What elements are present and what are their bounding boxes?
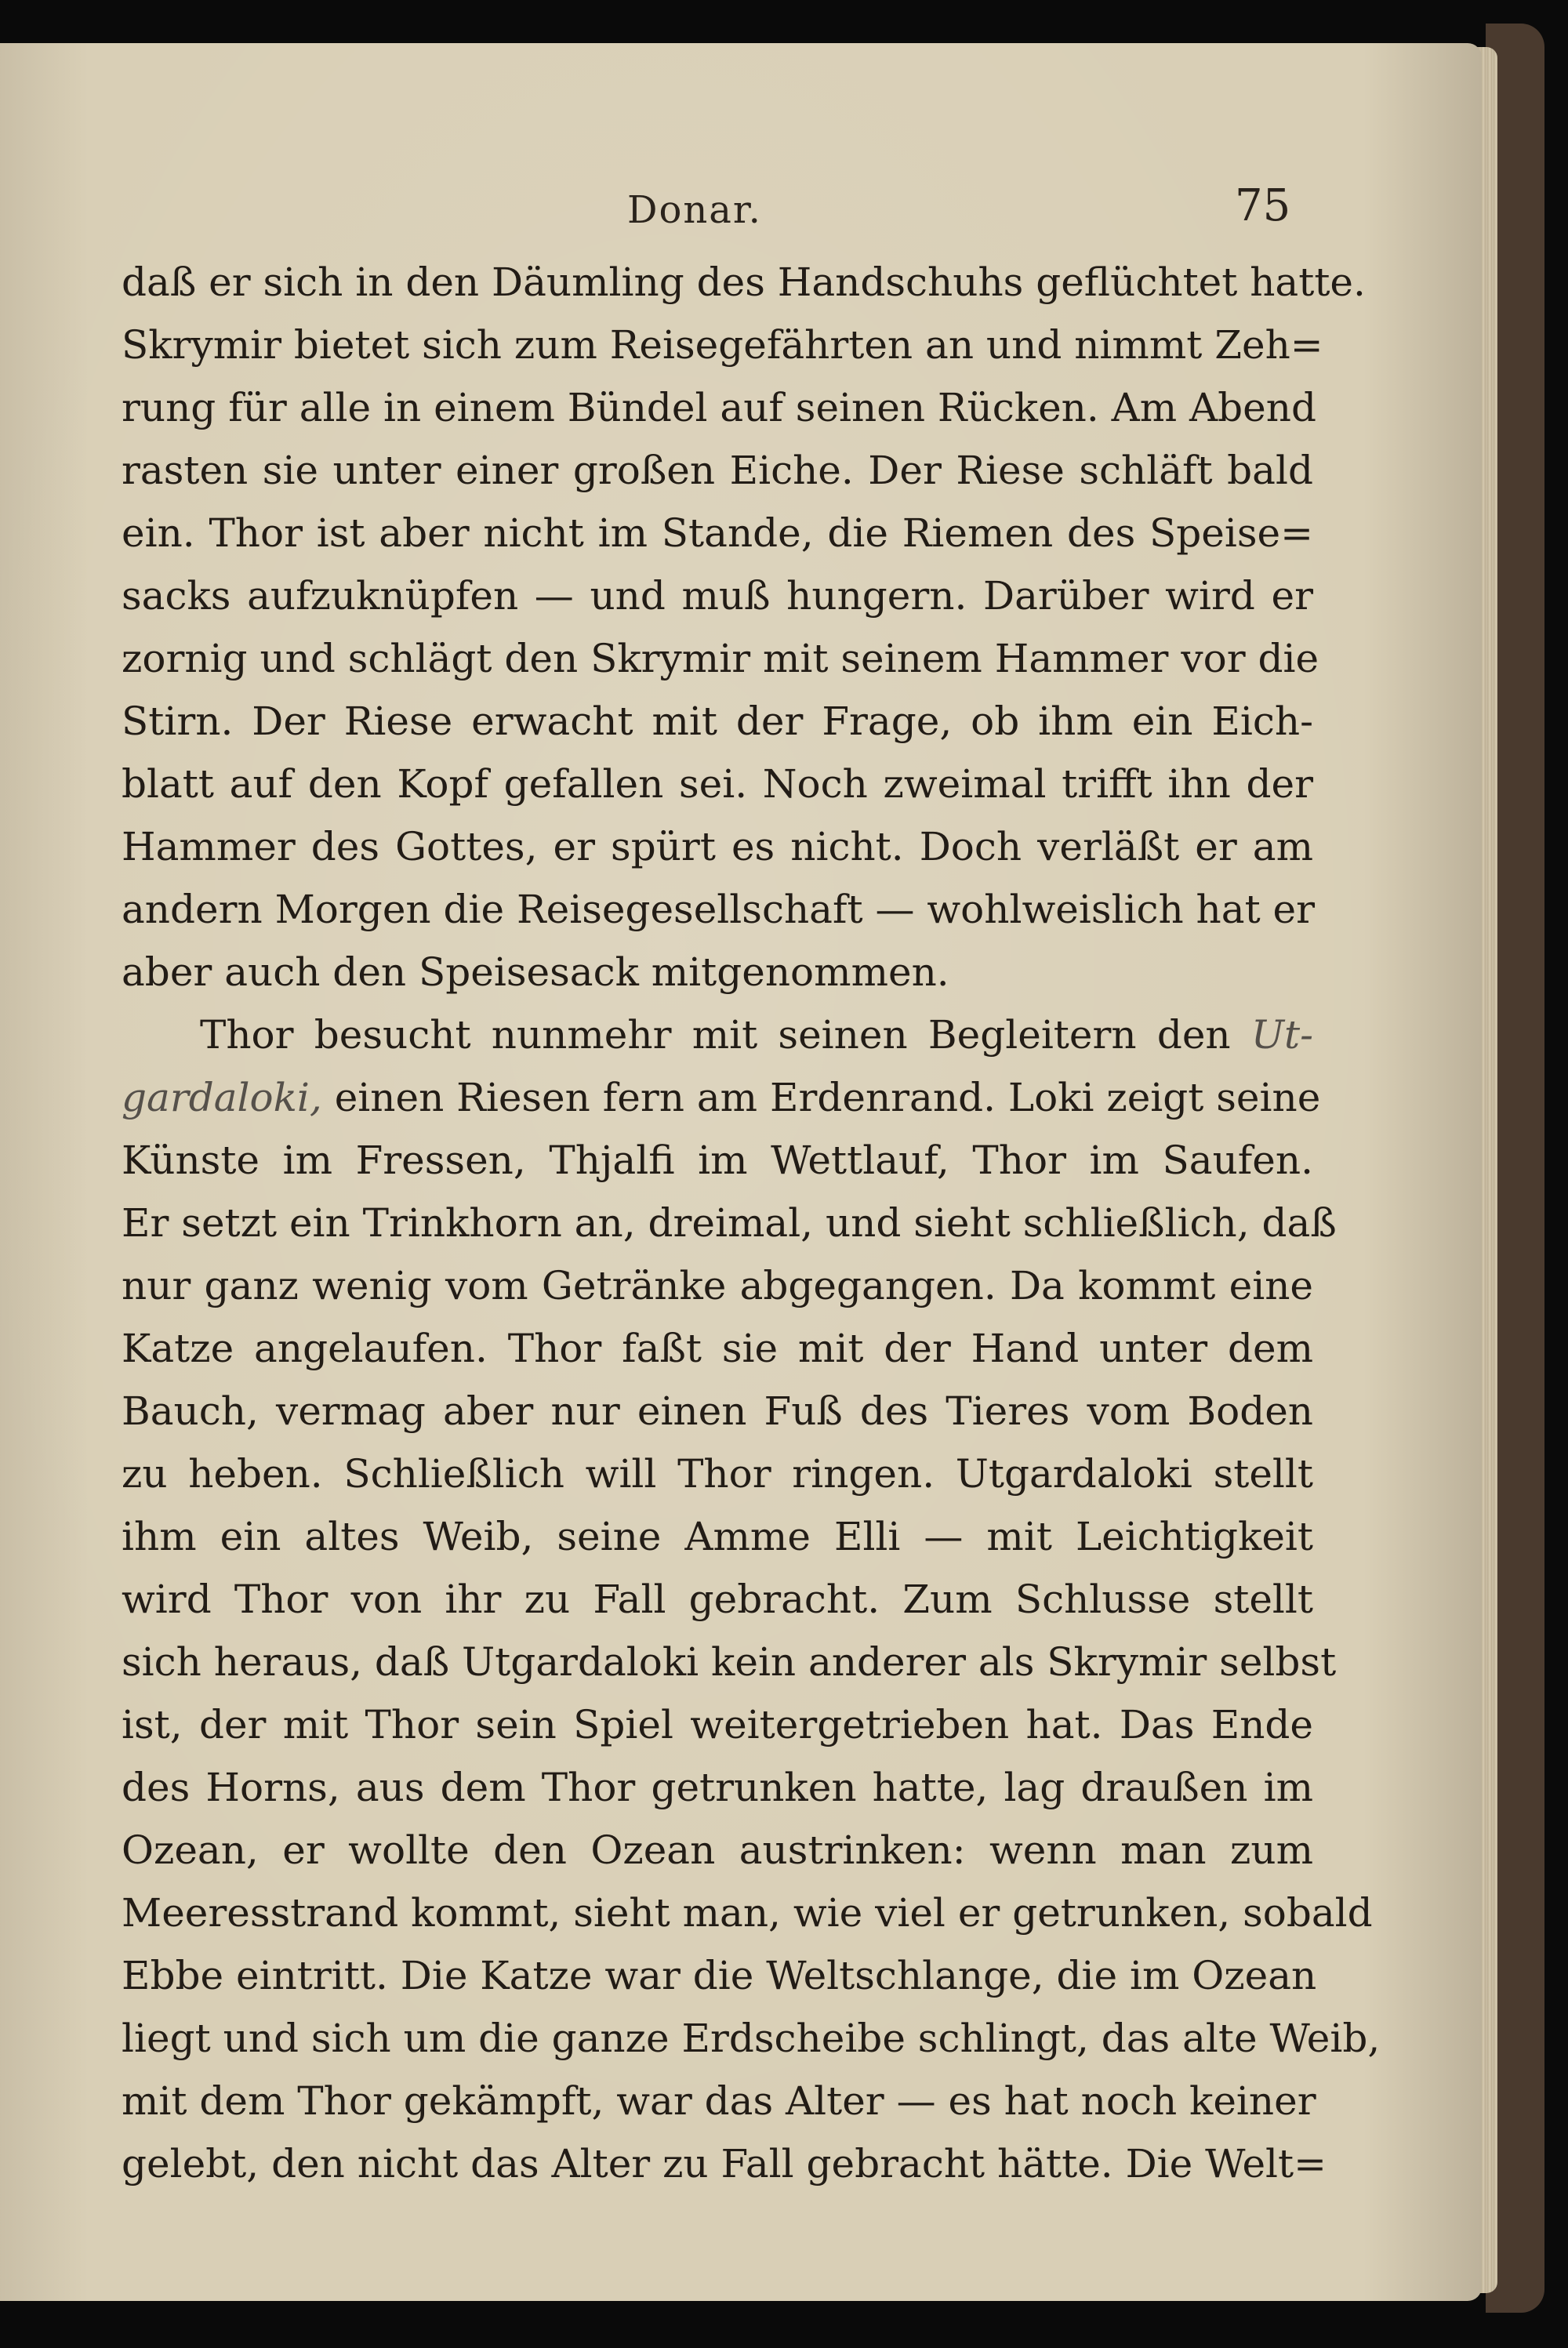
text-line: daß er sich in den Däumling des Handschuhs geflüchtet hatte. (122, 259, 1366, 305)
book-page (0, 43, 1482, 2301)
text-line: aber auch den Speisesack mitgenommen. (122, 949, 949, 995)
text-line: mit dem Thor gekämpft, war das Alter — es hat noch keiner (122, 2078, 1316, 2124)
text-segment: einen Riesen fern am Erdenrand. Loki zeigt seine (321, 1075, 1321, 1120)
text-line: zornig und schlägt den Skrymir mit seinem Hammer vor die (122, 636, 1319, 681)
body-text (122, 251, 1381, 2195)
text-line: rung für alle in einem Bündel auf seinen Rücken. Am Abend (122, 385, 1316, 430)
emphasized-name: Ut- (1250, 1012, 1313, 1058)
text-line: Stirn. Der Riese erwacht mit der Frage, ob ihm ein Eich- (122, 699, 1313, 744)
page-number: 75 (1235, 180, 1291, 231)
text-line: sich heraus, daß Utgardaloki kein anderer als Skrymir selbst (122, 1639, 1337, 1685)
text-line: Er setzt ein Trinkhorn an, dreimal, und sieht schließlich, daß (122, 1200, 1337, 1246)
text-line: Ebbe eintritt. Die Katze war die Weltschlange, die im Ozean (122, 1953, 1317, 1998)
text-line: liegt und sich um die ganze Erdscheibe schlingt, das alte Weib, (122, 2016, 1381, 2061)
text-line: zu heben. Schließlich will Thor ringen. Utgardaloki stellt (122, 1451, 1313, 1497)
text-line: blatt auf den Kopf gefallen sei. Noch zweimal trifft ihn der (122, 761, 1313, 807)
text-line: rasten sie unter einer großen Eiche. Der Riese schläft bald (122, 448, 1313, 493)
text-line (122, 1003, 1313, 1066)
text-line: sacks aufzuknüpfen — und muß hungern. Darüber wird er (122, 573, 1313, 619)
text-line: des Horns, aus dem Thor getrunken hatte, lag draußen im (122, 1765, 1313, 1810)
text-line: gelebt, den nicht das Alter zu Fall gebracht hätte. Die Welt= (122, 2141, 1327, 2187)
text-line (122, 1066, 1321, 1129)
text-line: Künste im Fressen, Thjalfi im Wettlauf, Thor im Saufen. (122, 1138, 1313, 1183)
text-line: Bauch, vermag aber nur einen Fuß des Tieres vom Boden (122, 1388, 1313, 1434)
text-line: Meeresstrand kommt, sieht man, wie viel er getrunken, sobald (122, 1890, 1373, 1936)
page-header (0, 172, 1482, 243)
text-segment: Thor besucht nunmehr mit seinen Begleitern den (200, 1012, 1251, 1058)
text-line: Katze angelaufen. Thor faßt sie mit der Hand unter dem (122, 1326, 1313, 1371)
text-line: Skrymir bietet sich zum Reisegefährten an und nimmt Zeh= (122, 322, 1323, 368)
text-line: nur ganz wenig vom Getränke abgegangen. Da kommt eine (122, 1263, 1313, 1308)
text-line: ist, der mit Thor sein Spiel weitergetrieben hat. Das Ende (122, 1702, 1313, 1747)
text-line: Ozean, er wollte den Ozean austrinken: wenn man zum (122, 1827, 1313, 1873)
text-line: wird Thor von ihr zu Fall gebracht. Zum Schlusse stellt (122, 1577, 1313, 1622)
text-line: ihm ein altes Weib, seine Amme Elli — mit Leichtigkeit (122, 1514, 1313, 1559)
text-line: Hammer des Gottes, er spürt es nicht. Doch verläßt er am (122, 824, 1313, 869)
running-head: Donar. (627, 188, 762, 232)
text-line: ein. Thor ist aber nicht im Stande, die Riemen des Speise= (122, 510, 1313, 556)
text-line: andern Morgen die Reisegesellschaft — wohlweislich hat er (122, 887, 1316, 932)
emphasized-name: gardaloki, (122, 1075, 322, 1120)
